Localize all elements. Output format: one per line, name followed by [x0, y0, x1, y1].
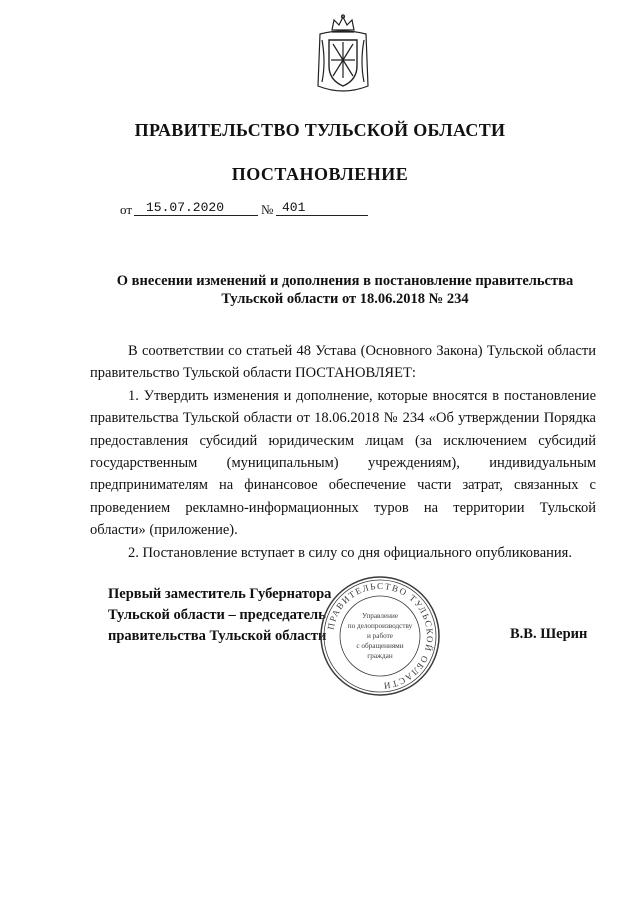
number-underline — [276, 215, 368, 216]
date-underline — [134, 215, 258, 216]
stamp-center-line-4: с обращениями — [356, 642, 404, 650]
subject-line-2: Тульской области от 18.06.2018 № 234 — [221, 291, 469, 307]
stamp-ring-text: ПРАВИТЕЛЬСТВО ТУЛЬСКОЙ ОБЛАСТИ — [325, 580, 436, 692]
coat-of-arms-icon — [314, 14, 372, 96]
stamp-center-line-1: Управление — [361, 612, 399, 620]
organization-title: ПРАВИТЕЛЬСТВО ТУЛЬСКОЙ ОБЛАСТИ — [134, 120, 506, 140]
item-1-paragraph: 1. Утвердить изменения и дополнение, которые вносятся в постановление правительства Тульской области от 18.06.2018 № 234 «Об утверждении Порядка предоставления субсидий юридическим лицам (за исключением субсидий государственным (муниципальным) учреждениям), индивидуальным предпринимателям на финансовое обеспечение части затрат, связанных с проведением рекламно-информационных туров на территории Тульской области» (приложение). — [90, 387, 596, 539]
signatory-position-line-3: правительства Тульской области — [108, 628, 327, 644]
stamp-center-line-3: и работе — [367, 632, 393, 640]
document-type: ПОСТАНОВЛЕНИЕ — [231, 164, 409, 184]
signatory-position — [108, 584, 331, 647]
signatory-position-line-1: Первый заместитель Губернатора — [108, 586, 332, 602]
item-2-paragraph: 2. Постановление вступает в силу со дня официального опубликования. — [128, 544, 572, 561]
date-prefix-label: от — [120, 202, 133, 217]
stamp-center-line-2: по делопроизводству — [347, 622, 413, 630]
document-date: 15.07.2020 — [146, 200, 225, 215]
subject-line-1: О внесении изменений и дополнения в постановление правительства — [116, 273, 574, 289]
document-subject — [90, 272, 600, 308]
number-prefix-label: № — [261, 202, 274, 217]
signatory-position-line-2: Тульской области – председатель — [108, 607, 326, 623]
document-number: 401 — [282, 200, 306, 215]
signatory-name: В.В. Шерин — [510, 626, 588, 642]
official-stamp — [318, 574, 442, 698]
preamble-paragraph: В соответствии со статьей 48 Устава (Основного Закона) Тульской области правительство Тульской области ПОСТАНОВЛЯЕТ: — [90, 343, 596, 382]
document-body — [90, 340, 596, 564]
stamp-center-line-5: граждан — [367, 652, 393, 660]
